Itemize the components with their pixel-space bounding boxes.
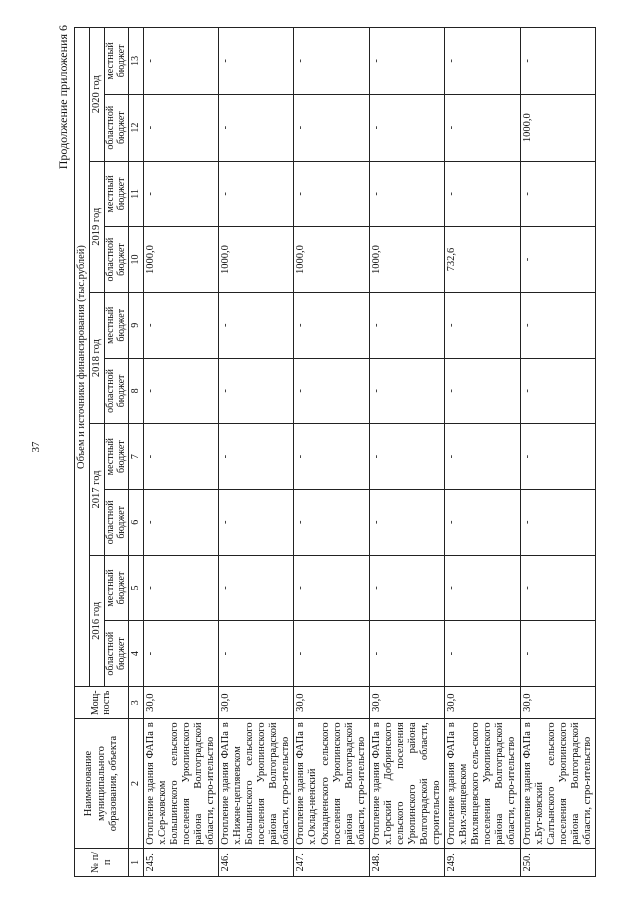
- funding-value: -: [219, 555, 294, 621]
- row-number: 246.: [219, 848, 294, 876]
- table-row: [294, 28, 369, 877]
- funding-value: 1000,0: [369, 227, 444, 293]
- funding-value: -: [143, 358, 218, 424]
- column-number: 10: [129, 227, 144, 293]
- capacity-value: 30,0: [520, 687, 595, 719]
- funding-value: -: [143, 621, 218, 687]
- funding-value: -: [369, 621, 444, 687]
- continuation-caption: Продолжение приложения 6: [56, 25, 70, 170]
- funding-value: -: [143, 161, 218, 227]
- funding-value: -: [219, 489, 294, 555]
- funding-value: -: [520, 358, 595, 424]
- page-number: 37: [30, 441, 42, 453]
- header-regional: областной бюджет: [105, 227, 129, 293]
- funding-value: -: [520, 489, 595, 555]
- capacity-value: 30,0: [219, 687, 294, 719]
- funding-value: -: [445, 358, 520, 424]
- funding-value: -: [219, 358, 294, 424]
- funding-value: -: [369, 555, 444, 621]
- funding-table: [74, 27, 596, 877]
- table-body: [143, 28, 595, 877]
- funding-value: -: [294, 94, 369, 161]
- column-number: 8: [129, 358, 144, 424]
- header-local: местный бюджет: [105, 292, 129, 358]
- object-name: Отопление здания ФАПа в х.Оклад-ненский Окладненского сельского поселения Урюпинского района Волгоградской области, стро-ительство: [294, 719, 369, 848]
- funding-value: -: [520, 292, 595, 358]
- funding-value: -: [369, 358, 444, 424]
- funding-value: -: [445, 28, 520, 95]
- rotated-page: [30, 17, 624, 877]
- column-number-row: [129, 28, 144, 877]
- object-name: Отопление здания ФАПа в х.Нижне-цепляевском Большинского сельского поселения Урюпинского района Волгоградской области, стро-ительство: [219, 719, 294, 848]
- row-number: 248.: [369, 848, 444, 876]
- funding-value: -: [219, 292, 294, 358]
- funding-value: -: [143, 489, 218, 555]
- funding-value: -: [369, 94, 444, 161]
- row-number: 245.: [143, 848, 218, 876]
- header-local: местный бюджет: [105, 161, 129, 227]
- funding-value: 1000,0: [520, 94, 595, 161]
- header-local: местный бюджет: [105, 424, 129, 490]
- row-number: 250.: [520, 848, 595, 876]
- funding-value: -: [445, 94, 520, 161]
- header-year-2018: 2018 год: [90, 292, 105, 423]
- column-number: 6: [129, 489, 144, 555]
- column-number: 7: [129, 424, 144, 490]
- header-local: местный бюджет: [105, 28, 129, 95]
- object-name: Отопление здания ФАПа в х.Сер-ковском Большинского сельского поселения Урюпинского района Волгоградской области, стро-ительство: [143, 719, 218, 848]
- header-regional: областной бюджет: [105, 94, 129, 161]
- funding-value: -: [520, 161, 595, 227]
- column-number: 12: [129, 94, 144, 161]
- funding-value: 1000,0: [143, 227, 218, 293]
- column-number: 4: [129, 621, 144, 687]
- funding-value: -: [143, 555, 218, 621]
- funding-value: -: [520, 621, 595, 687]
- table-row: [219, 28, 294, 877]
- funding-value: -: [294, 161, 369, 227]
- funding-value: -: [294, 358, 369, 424]
- funding-value: -: [369, 424, 444, 490]
- funding-value: -: [294, 424, 369, 490]
- funding-value: -: [219, 28, 294, 95]
- header-regional: областной бюджет: [105, 489, 129, 555]
- funding-value: -: [445, 489, 520, 555]
- funding-value: -: [219, 94, 294, 161]
- capacity-value: 30,0: [294, 687, 369, 719]
- funding-value: -: [294, 292, 369, 358]
- column-number: 1: [129, 848, 144, 876]
- funding-value: -: [219, 424, 294, 490]
- table-row: [520, 28, 595, 877]
- row-number: 249.: [445, 848, 520, 876]
- funding-value: -: [294, 28, 369, 95]
- funding-value: -: [445, 424, 520, 490]
- table-row: [369, 28, 444, 877]
- object-name: Отопление здания ФАПа в х.Бут-ковский Салтынского сельского поселения Урюпинского района Волгоградской области, стро-ительство: [520, 719, 595, 848]
- column-number: 3: [129, 687, 144, 719]
- funding-value: -: [294, 555, 369, 621]
- funding-value: 732,6: [445, 227, 520, 293]
- funding-value: -: [369, 489, 444, 555]
- row-number: 247.: [294, 848, 369, 876]
- object-name: Отопление здания ФАПа в х.Горский Добринского сельского поселения Урюпинского района Волгоградской области, строительство: [369, 719, 444, 848]
- column-number: 11: [129, 161, 144, 227]
- header-capacity: Мощ-ность: [75, 687, 129, 719]
- table-row: [445, 28, 520, 877]
- funding-value: -: [369, 28, 444, 95]
- funding-value: -: [520, 424, 595, 490]
- column-number: 2: [129, 719, 144, 848]
- funding-value: -: [520, 28, 595, 95]
- capacity-value: 30,0: [143, 687, 218, 719]
- header-year-2020: 2020 год: [90, 28, 105, 162]
- header-no: № п/п: [75, 848, 129, 876]
- funding-value: -: [369, 292, 444, 358]
- header-local: местный бюджет: [105, 555, 129, 621]
- funding-value: -: [520, 227, 595, 293]
- funding-value: -: [143, 292, 218, 358]
- funding-value: -: [219, 161, 294, 227]
- funding-value: -: [445, 621, 520, 687]
- header-name: Наименование муниципального образования, объекта: [75, 719, 129, 848]
- header-year-2019: 2019 год: [90, 161, 105, 292]
- column-number: 9: [129, 292, 144, 358]
- funding-value: -: [445, 555, 520, 621]
- header-row-1: [75, 28, 90, 877]
- funding-value: -: [369, 161, 444, 227]
- funding-value: -: [143, 424, 218, 490]
- funding-value: -: [143, 94, 218, 161]
- capacity-value: 30,0: [445, 687, 520, 719]
- capacity-value: 30,0: [369, 687, 444, 719]
- funding-value: -: [445, 161, 520, 227]
- funding-value: 1000,0: [294, 227, 369, 293]
- object-name: Отопление здания ФАПа в х.Вих-лянцевском Вихлянцевского сель-ского поселения Урюпинского района Волгоградской области, стро-ительство: [445, 719, 520, 848]
- header-funding: Объем и источники финансирования (тыс.рублей): [75, 28, 90, 687]
- funding-value: -: [219, 621, 294, 687]
- funding-value: -: [294, 489, 369, 555]
- header-year-2017: 2017 год: [90, 424, 105, 555]
- header-regional: областной бюджет: [105, 358, 129, 424]
- column-number: 5: [129, 555, 144, 621]
- funding-value: -: [520, 555, 595, 621]
- funding-value: 1000,0: [219, 227, 294, 293]
- funding-value: -: [445, 292, 520, 358]
- funding-value: -: [294, 621, 369, 687]
- column-number: 13: [129, 28, 144, 95]
- header-year-2016: 2016 год: [90, 555, 105, 686]
- table-row: [143, 28, 218, 877]
- funding-value: -: [143, 28, 218, 95]
- header-regional: областной бюджет: [105, 621, 129, 687]
